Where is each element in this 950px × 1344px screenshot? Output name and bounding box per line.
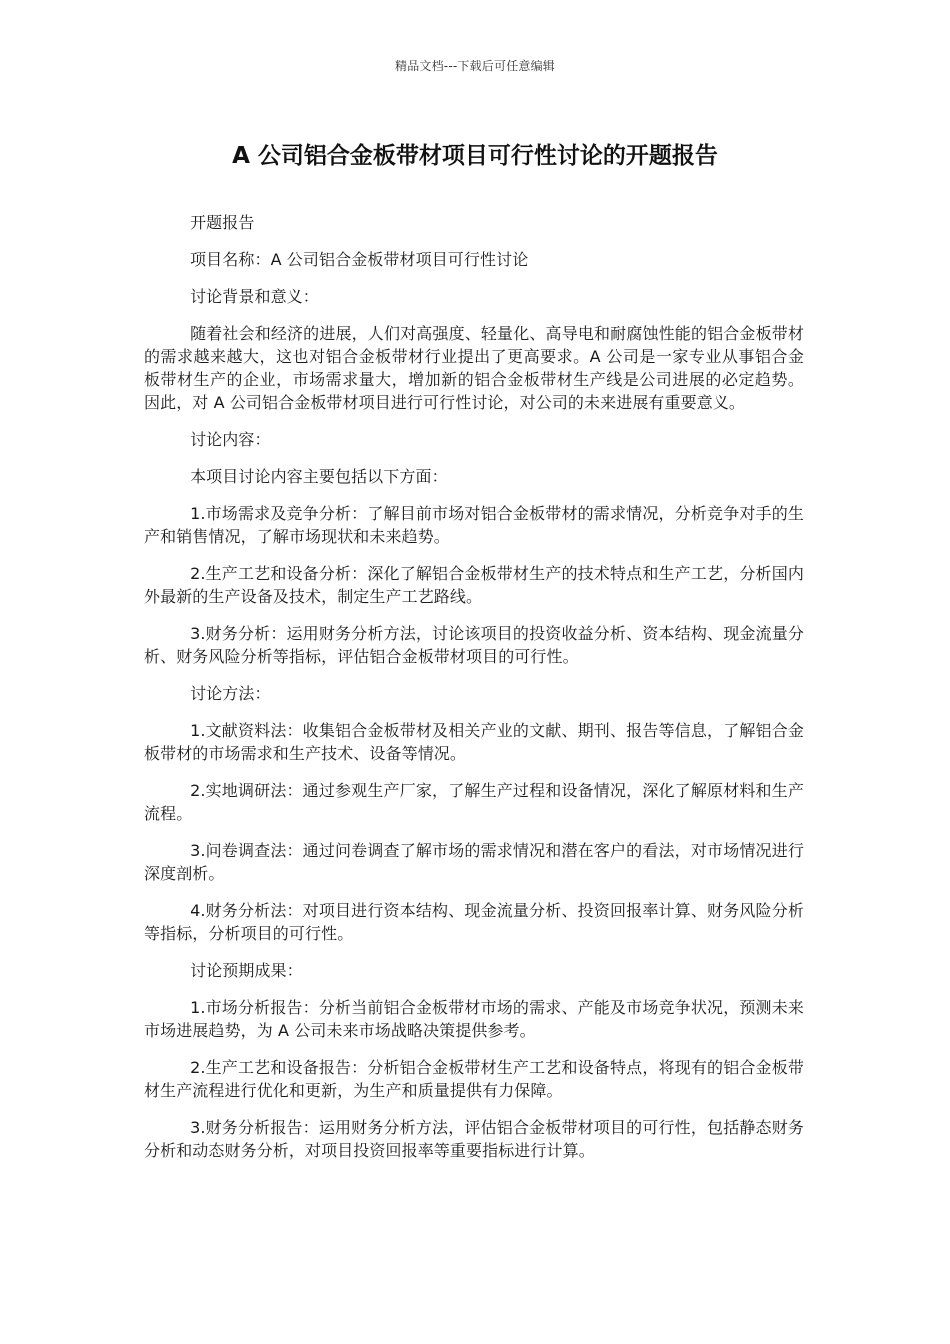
content-intro: 本项目讨论内容主要包括以下方面： xyxy=(190,467,448,486)
heading-methods: 讨论方法： xyxy=(190,684,271,703)
heading-outcomes: 讨论预期成果： xyxy=(190,961,303,980)
document-body xyxy=(144,211,804,1176)
content-item-3: 3.财务分析：运用财务分析方法，讨论该项目的投资收益分析、资本结构、现金流量分析、财务风险分析等指标，评估铝合金板带材项目的可行性。 xyxy=(144,624,804,666)
method-item-3: 3.问卷调查法：通过问卷调查了解市场的需求情况和潜在客户的看法，对市场情况进行深度剖析。 xyxy=(144,841,804,883)
outcome-item-3: 3.财务分析报告：运用财务分析方法，评估铝合金板带材项目的可行性，包括静态财务分析和动态财务分析，对项目投资回报率等重要指标进行计算。 xyxy=(144,1118,804,1160)
method-item-4: 4.财务分析法：对项目进行资本结构、现金流量分析、投资回报率计算、财务风险分析等指标，分析项目的可行性。 xyxy=(144,901,804,943)
header-note: 精品文档---下载后可任意编辑 xyxy=(395,59,555,73)
heading-content: 讨论内容： xyxy=(190,430,271,449)
project-name-line: 项目名称：A 公司铝合金板带材项目可行性讨论 xyxy=(190,250,529,269)
document-title: A 公司铝合金板带材项目可行性讨论的开题报告 xyxy=(232,143,718,169)
method-item-1: 1.文献资料法：收集铝合金板带材及相关产业的文献、期刊、报告等信息，了解铝合金板带材的市场需求和生产技术、设备等情况。 xyxy=(144,721,804,763)
content-item-1: 1.市场需求及竞争分析：了解目前市场对铝合金板带材的需求情况，分析竞争对手的生产和销售情况，了解市场现状和未来趋势。 xyxy=(144,504,804,546)
section-label-report: 开题报告 xyxy=(190,213,255,232)
outcome-item-1: 1.市场分析报告：分析当前铝合金板带材市场的需求、产能及市场竞争状况，预测未来市场进展趋势，为 A 公司未来市场战略决策提供参考。 xyxy=(144,998,804,1040)
content-item-2: 2.生产工艺和设备分析：深化了解铝合金板带材生产的技术特点和生产工艺，分析国内外最新的生产设备及技术，制定生产工艺路线。 xyxy=(144,564,804,606)
background-paragraph: 随着社会和经济的进展，人们对高强度、轻量化、高导电和耐腐蚀性能的铝合金板带材的需求越来越大，这也对铝合金板带材行业提出了更高要求。A 公司是一家专业从事铝合金板带材生产的企业，市场需求量大，增加新的铝合金板带材生产线是公司进展的必定趋势。因此，对 A 公司铝合金板带材项目进行可行性讨论，对公司的未来进展有重要意义。 xyxy=(144,324,804,412)
outcome-item-2: 2.生产工艺和设备报告：分析铝合金板带材生产工艺和设备特点，将现有的铝合金板带材生产流程进行优化和更新，为生产和质量提供有力保障。 xyxy=(144,1058,804,1100)
method-item-2: 2.实地调研法：通过参观生产厂家，了解生产过程和设备情况，深化了解原材料和生产流程。 xyxy=(144,781,804,823)
heading-background: 讨论背景和意义： xyxy=(190,287,319,306)
